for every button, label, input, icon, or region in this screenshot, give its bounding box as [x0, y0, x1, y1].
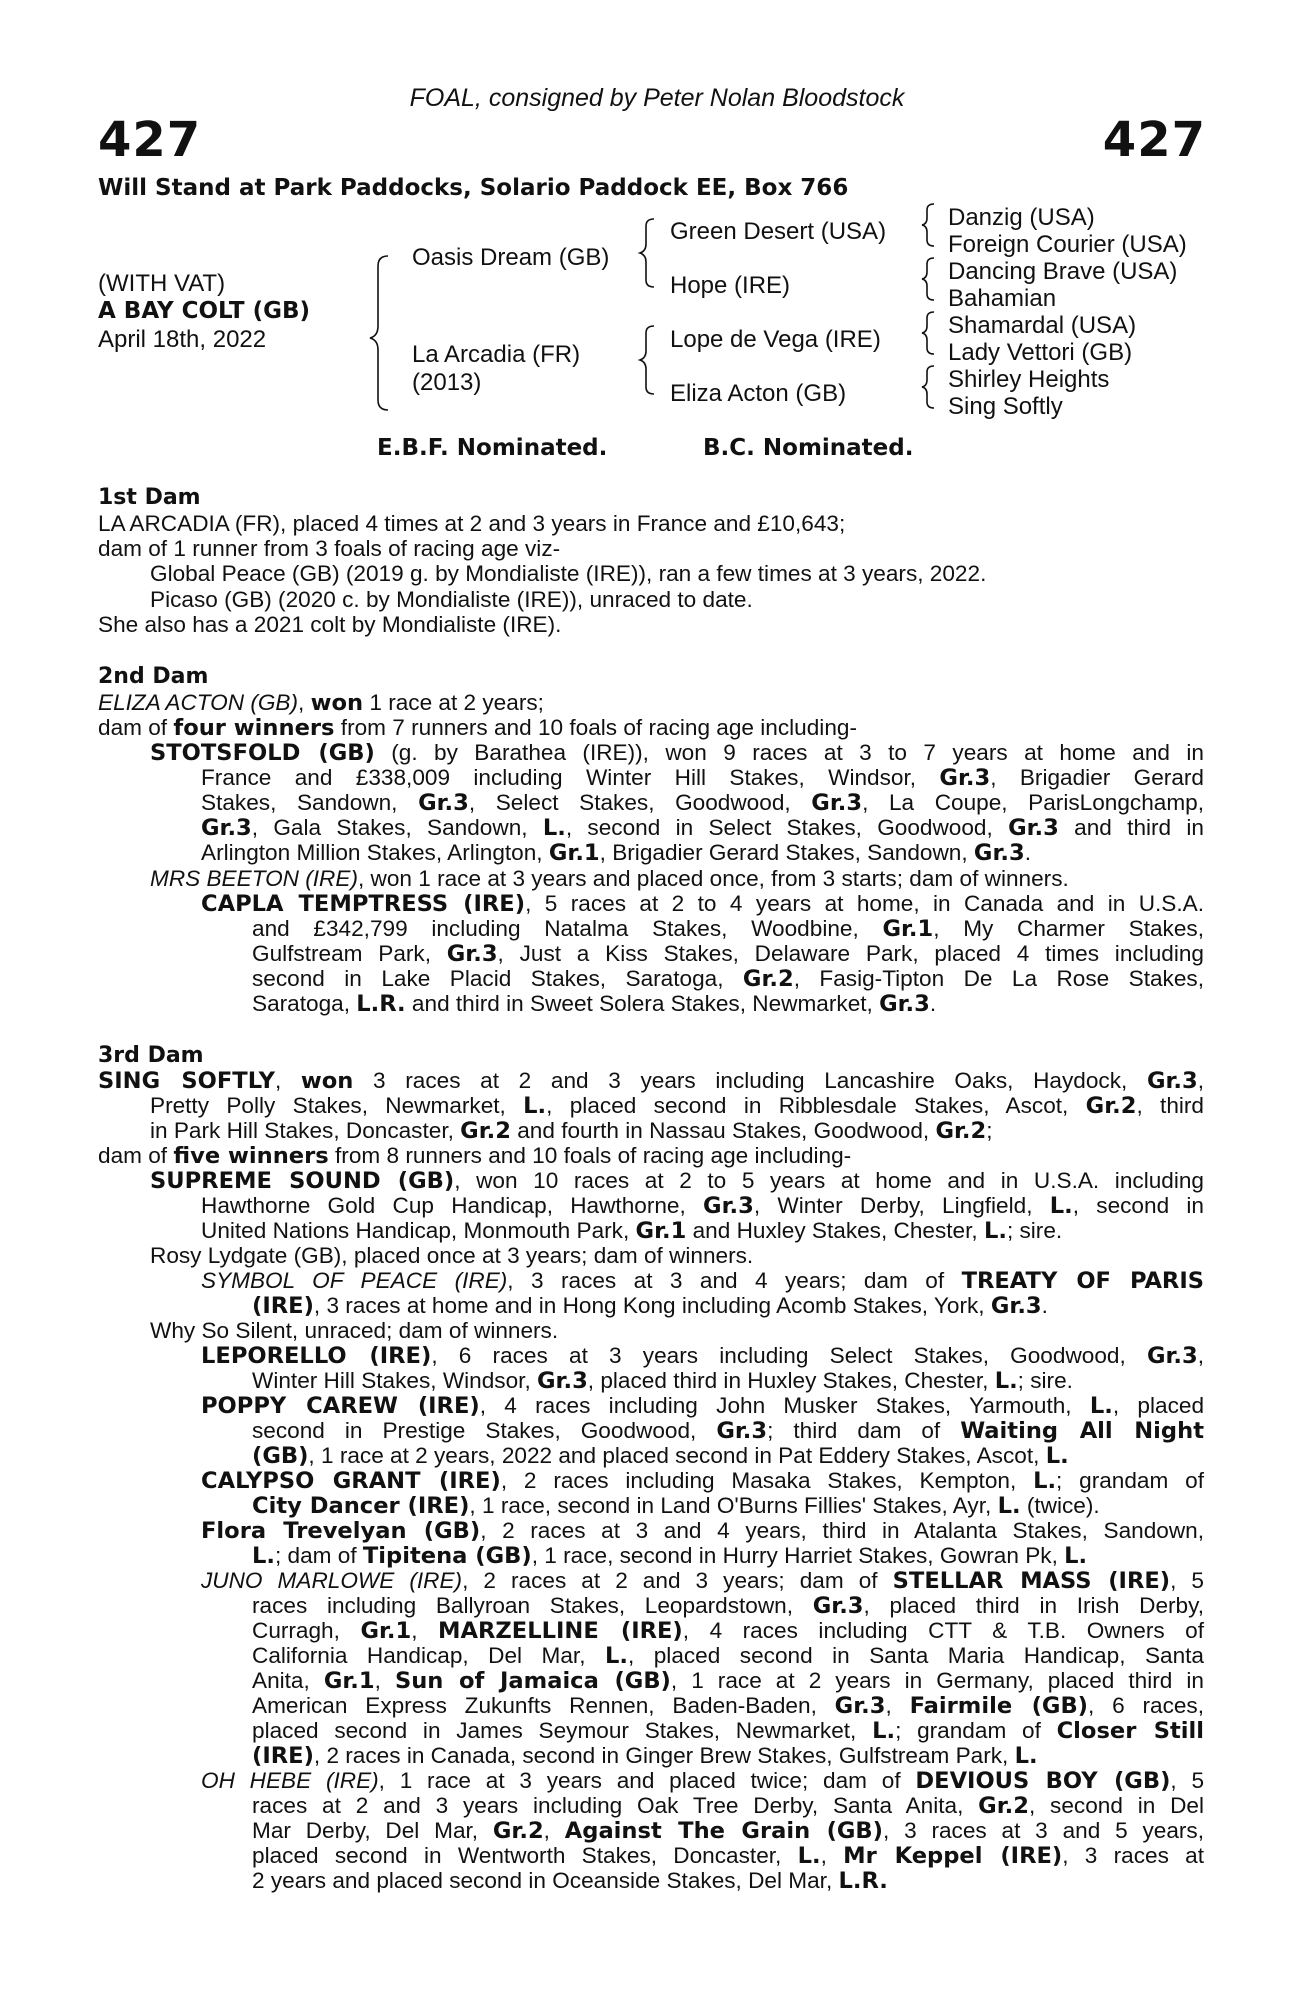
- second-dam-entry: Gulfstream Park, Gr.3, Just a Kiss Stakes, Delaware Park, placed 4 times including: [252, 941, 1204, 967]
- third-dam-entry: placed second in James Seymour Stakes, Newmarket, L.; grandam of Closer Still: [252, 1718, 1204, 1744]
- second-dam-entry: Stakes, Sandown, Gr.3, Select Stakes, Goodwood, Gr.3, La Coupe, ParisLongchamp,: [201, 790, 1204, 816]
- third-dam-entry: CALYPSO GRANT (IRE), 2 races including Masaka Stakes, Kempton, L.; grandam of: [201, 1468, 1204, 1494]
- gg-ddd: Sing Softly: [948, 393, 1063, 420]
- second-dam-entry: second in Lake Placid Stakes, Saratoga, Gr.2, Fasig-Tipton De La Rose Stakes,: [252, 966, 1204, 992]
- first-dam-line: She also has a 2021 colt by Mondialiste (IRE).: [98, 612, 562, 637]
- gg-dss: Shamardal (USA): [948, 312, 1137, 339]
- first-dam-produce: Global Peace (GB) (2019 g. by Mondialiste (IRE)), ran a few times at 3 years, 2022.: [150, 561, 987, 586]
- dam-dam: Eliza Acton (GB): [670, 380, 847, 407]
- third-dam-entry: Curragh, Gr.1, MARZELLINE (IRE), 4 races including CTT & T.B. Owners of: [252, 1618, 1205, 1644]
- sire-sire: Green Desert (USA): [670, 218, 887, 245]
- third-dam-entry: POPPY CAREW (IRE), 4 races including John Musker Stakes, Yarmouth, L., placed: [201, 1393, 1205, 1419]
- second-dam-entry: France and £338,009 including Winter Hill Stakes, Windsor, Gr.3, Brigadier Gerard: [201, 765, 1204, 791]
- third-dam-entry: L.; dam of Tipitena (GB), 1 race, second in Hurry Harriet Stakes, Gowran Pk, L.: [252, 1543, 1088, 1569]
- gg-ssd: Foreign Courier (USA): [948, 231, 1187, 258]
- gg-sdd: Bahamian: [948, 285, 1057, 312]
- third-dam-entry: Winter Hill Stakes, Windsor, Gr.3, placed third in Huxley Stakes, Chester, L.; sire.: [252, 1368, 1073, 1394]
- third-dam-line: Pretty Polly Stakes, Newmarket, L., placed second in Ribblesdale Stakes, Ascot, Gr.2, third: [150, 1093, 1204, 1119]
- third-dam-entry: SUPREME SOUND (GB), won 10 races at 2 to 5 years at home and in U.S.A. including: [150, 1168, 1204, 1194]
- second-dam-heading: 2nd Dam: [98, 664, 209, 689]
- third-dam-line: in Park Hill Stakes, Doncaster, Gr.2 and fourth in Nassau Stakes, Goodwood, Gr.2;: [150, 1118, 993, 1144]
- consignor-line: FOAL, consigned by Peter Nolan Bloodstock: [409, 84, 905, 112]
- third-dam-entry: second in Prestige Stakes, Goodwood, Gr.3; third dam of Waiting All Night: [252, 1418, 1204, 1444]
- second-dam-line: ELIZA ACTON (GB), won 1 race at 2 years;: [98, 690, 544, 716]
- third-dam-entry: (IRE), 3 races at home and in Hong Kong including Acomb Stakes, York, Gr.3.: [252, 1293, 1048, 1319]
- first-dam-heading: 1st Dam: [98, 485, 201, 510]
- third-dam-entry: Hawthorne Gold Cup Handicap, Hawthorne, Gr.3, Winter Derby, Lingfield, L., second in: [201, 1193, 1204, 1219]
- ebf-nomination: E.B.F. Nominated.: [377, 435, 608, 461]
- pedigree-braces: [0, 0, 1314, 440]
- third-dam-line: dam of five winners from 8 runners and 10 foals of racing age including-: [98, 1143, 852, 1169]
- second-dam-entry: Arlington Million Stakes, Arlington, Gr.1, Brigadier Gerard Stakes, Sandown, Gr.3.: [201, 840, 1031, 866]
- third-dam-entry: LEPORELLO (IRE), 6 races at 3 years including Select Stakes, Goodwood, Gr.3,: [201, 1343, 1204, 1369]
- second-dam-entry: CAPLA TEMPTRESS (IRE), 5 races at 2 to 4 years at home, in Canada and in U.S.A.: [201, 891, 1204, 917]
- dam-name: La Arcadia (FR): [412, 341, 581, 368]
- third-dam-entry: JUNO MARLOWE (IRE), 2 races at 2 and 3 years; dam of STELLAR MASS (IRE), 5: [201, 1568, 1205, 1594]
- third-dam-line: SING SOFTLY, won 3 races at 2 and 3 years including Lancashire Oaks, Haydock, Gr.3,: [98, 1068, 1204, 1094]
- foaling-date: April 18th, 2022: [98, 326, 267, 353]
- sire-name: Oasis Dream (GB): [412, 244, 610, 271]
- dam-year: (2013): [412, 369, 482, 396]
- third-dam-entry: races at 2 and 3 years including Oak Tree Derby, Santa Anita, Gr.2, second in Del: [252, 1793, 1205, 1819]
- third-dam-entry: (GB), 1 race at 2 years, 2022 and placed second in Pat Eddery Stakes, Ascot, L.: [252, 1443, 1069, 1469]
- third-dam-entry: California Handicap, Del Mar, L., placed second in Santa Maria Handicap, Santa: [252, 1643, 1204, 1669]
- third-dam-entry: American Express Zukunfts Rennen, Baden-Baden, Gr.3, Fairmile (GB), 6 races,: [252, 1693, 1205, 1719]
- third-dam-entry: OH HEBE (IRE), 1 race at 3 years and placed twice; dam of DEVIOUS BOY (GB), 5: [201, 1768, 1205, 1794]
- third-dam-entry: (IRE), 2 races in Canada, second in Ginger Brew Stakes, Gulfstream Park, L.: [252, 1743, 1038, 1769]
- first-dam-line: LA ARCADIA (FR), placed 4 times at 2 and 3 years in France and £10,643;: [98, 511, 846, 536]
- second-dam-entry: Gr.3, Gala Stakes, Sandown, L., second in Select Stakes, Goodwood, Gr.3 and third in: [201, 815, 1205, 841]
- sire-dam: Hope (IRE): [670, 272, 791, 299]
- gg-sss: Danzig (USA): [948, 204, 1095, 231]
- third-dam-entry: City Dancer (IRE), 1 race, second in Land O'Burns Fillies' Stakes, Ayr, L. (twice).: [252, 1493, 1100, 1519]
- gg-dsd: Lady Vettori (GB): [948, 339, 1133, 366]
- lot-number-left: 427: [98, 112, 202, 168]
- second-dam-line: dam of four winners from 7 runners and 10 foals of racing age including-: [98, 715, 857, 741]
- dam-sire: Lope de Vega (IRE): [670, 326, 881, 353]
- third-dam-entry: 2 years and placed second in Oceanside Stakes, Del Mar, L.R.: [252, 1868, 888, 1894]
- first-dam-produce: Picaso (GB) (2020 c. by Mondialiste (IRE)), unraced to date.: [150, 587, 753, 612]
- third-dam-entry: Flora Trevelyan (GB), 2 races at 3 and 4 years, third in Atalanta Stakes, Sandown,: [201, 1518, 1204, 1544]
- first-dam-line: dam of 1 runner from 3 foals of racing age viz-: [98, 536, 561, 561]
- gg-sds: Dancing Brave (USA): [948, 258, 1178, 285]
- third-dam-entry: Anita, Gr.1, Sun of Jamaica (GB), 1 race at 2 years in Germany, placed third in: [252, 1668, 1204, 1694]
- third-dam-entry: races including Ballyroan Stakes, Leopardstown, Gr.3, placed third in Irish Derby,: [252, 1593, 1204, 1619]
- third-dam-entry: SYMBOL OF PEACE (IRE), 3 races at 3 and 4 years; dam of TREATY OF PARIS: [201, 1268, 1205, 1294]
- third-dam-entry: Mar Derby, Del Mar, Gr.2, Against The Grain (GB), 3 races at 3 and 5 years,: [252, 1818, 1204, 1844]
- lot-number-right: 427: [1102, 112, 1206, 168]
- second-dam-entry: Saratoga, L.R. and third in Sweet Solera Stakes, Newmarket, Gr.3.: [252, 991, 937, 1017]
- horse-name: A BAY COLT (GB): [98, 298, 311, 324]
- vat-label: (WITH VAT): [98, 270, 226, 297]
- third-dam-heading: 3rd Dam: [98, 1043, 204, 1068]
- bc-nomination: B.C. Nominated.: [703, 435, 914, 461]
- stand-location: Will Stand at Park Paddocks, Solario Paddock EE, Box 766: [98, 175, 849, 201]
- second-dam-entry: MRS BEETON (IRE), won 1 race at 3 years and placed once, from 3 starts; dam of winners.: [150, 866, 1069, 891]
- third-dam-entry: placed second in Wentworth Stakes, Doncaster, L., Mr Keppel (IRE), 3 races at: [252, 1843, 1204, 1869]
- third-dam-entry: United Nations Handicap, Monmouth Park, Gr.1 and Huxley Stakes, Chester, L.; sire.: [201, 1218, 1063, 1244]
- gg-dds: Shirley Heights: [948, 366, 1110, 393]
- second-dam-entry: STOTSFOLD (GB) (g. by Barathea (IRE)), won 9 races at 3 to 7 years at home and in: [150, 740, 1204, 766]
- second-dam-entry: and £342,799 including Natalma Stakes, Woodbine, Gr.1, My Charmer Stakes,: [252, 916, 1204, 942]
- third-dam-entry: Rosy Lydgate (GB), placed once at 3 years; dam of winners.: [150, 1243, 754, 1268]
- third-dam-entry: Why So Silent, unraced; dam of winners.: [150, 1318, 559, 1343]
